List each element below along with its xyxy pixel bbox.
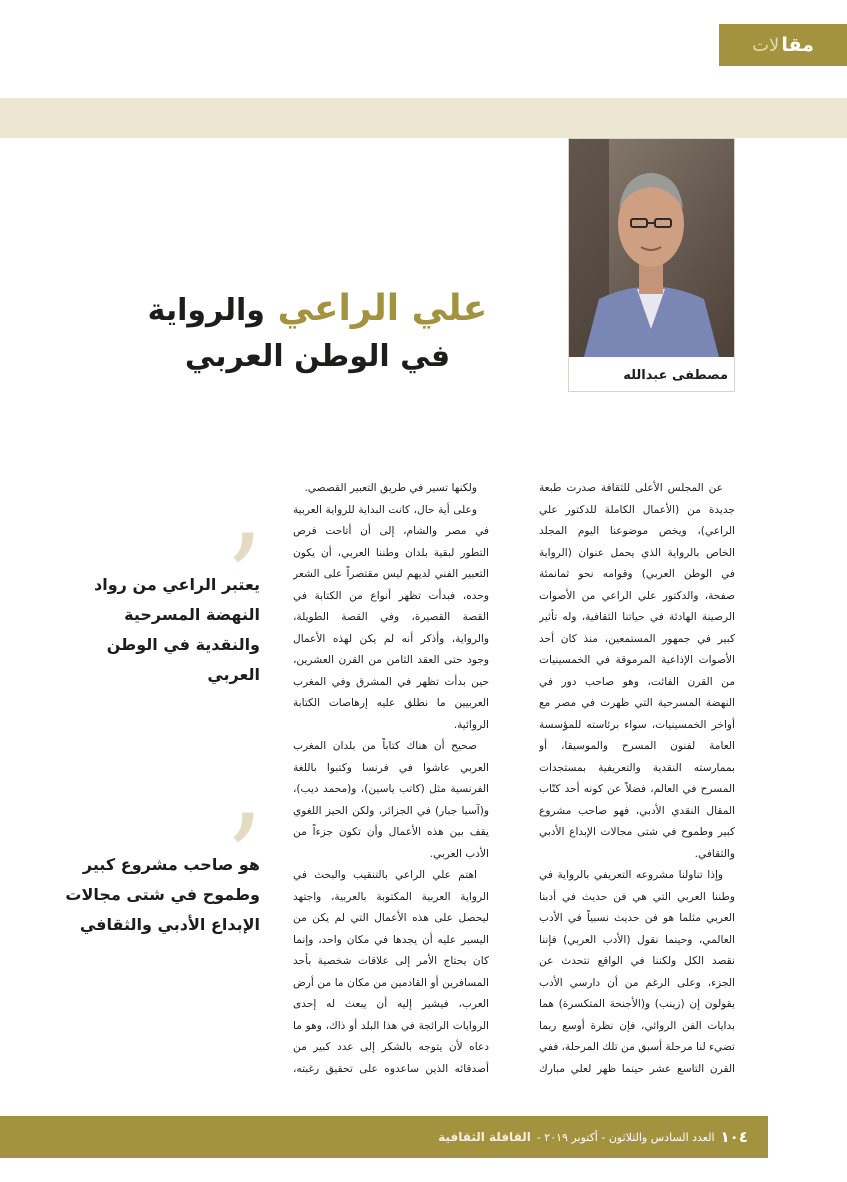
page-footer <box>0 1116 768 1158</box>
author-photo <box>569 139 734 357</box>
paragraph: ولكنها تسير في طريق التعبير القصصي. <box>304 482 477 494</box>
pull-quote-1: يعتبر الراعي من رواد النهضة المسرحية والنقدية في الوطن العربي <box>94 575 260 684</box>
section-label-tail: لات <box>752 34 780 56</box>
author-portrait-image <box>569 139 734 357</box>
page-number: ١٠٤ <box>720 1128 748 1146</box>
section-label-main: مقا <box>781 34 814 56</box>
paragraph: صحيح أن هناك كتاباً من بلدان المغرب العربي عاشوا في فرنسا وكتبوا باللغة الفرنسية مثل (كاتب ياسين)، و(محمد ديب)، و(آسيا جبار) في الجزائر، ولكن الحيز اللغوي يقف بين هذه الأعمال وأن تكون جزءاً من الأدب العربي. <box>293 740 489 860</box>
quote-mark-icon: ’ <box>225 790 264 929</box>
header-band <box>0 98 847 138</box>
title-highlight: علي الراعي <box>277 288 488 329</box>
article-title-line2: في الوطن العربي <box>184 339 451 374</box>
pull-quote-2: هو صاحب مشروع كبير وطموح في شتى مجالات الإبداع الأدبي والثقافي <box>65 855 260 934</box>
paragraph: وعلى أية حال، كانت البداية للرواية العربية في مصر والشام، إلى أن أتاحت فرص التطور لبقية بلدان وطننا العربي، أن يكون التعبير الفني لديهم ليس مقتصراً على الشعر وحده، فبدأت تظهر أنواع من الكتابة في القصة القصيرة، وفي القصة الطويلة، والرواية، وأذكر أنه لم يكن لهذه الأعمال وجود حتى العقد الثامن من القرن العشرين، حين بدأت تظهر في المشرق وفي المغرب العربيين ما نطلق عليه إرهاصات الكتابة الروائية. <box>293 503 489 731</box>
quote-mark-icon: ’ <box>225 510 264 649</box>
article-column-right <box>539 478 735 1078</box>
issue-info: العدد السادس والثلاثون - أكتوبر ٢٠١٩ - <box>536 1130 715 1144</box>
article-title <box>80 285 555 379</box>
author-name-caption: مصطفى عبدالله <box>623 368 728 383</box>
paragraph: اهتم علي الراعي بالتنقيب والبحث في الرواية العربية المكتوبة بالعربية، واجتهد ليحصل على هذه الأعمال التي لم يكن من اليسير عليه أن يجدها في مكان واحد، وإنما كان يحتاج الأمر إلى علاقات شخصية بأحد المسافرين أو القادمين من مكان ما من أرض العرب، فيشير إليه أن يبعث له إحدى الروايات الرائجة في هذا البلد أو ذاك، وهو ما دعاه لأن يتوجه بالشكر إلى عدد كبير من أصدقائه الذين ساعدوه على تحقيق رغبته، <box>293 869 489 1075</box>
article-column-middle <box>293 478 489 1078</box>
author-photo-box <box>568 138 735 392</box>
paragraph: وإذا تناولنا مشروعه التعريفي بالرواية في وطننا العربي التي هي فن حديث في أدبنا العربي مثلما هو فن حديث نسبياً في الأدب العالمي، وحينما نقول (الأدب العربي) فإننا نقصد الكل ولكننا في الواقع نتحدث عن الجزء، وعلى الرغم من أن دارسي الأدب يقولون إن (زينب) و(الأجنحة المتكسرة) هما بدايات الفن الروائي، فإن نظرة أوسع ربما تضيء لنا مرحلة أسبق من تلك المرحلة، ففي القرن التاسع عشر حينما ظهر لعلي مبارك <box>539 869 735 1075</box>
title-rest: والرواية <box>147 293 265 328</box>
section-label <box>719 24 847 66</box>
magazine-brand: القافلة الثقافية <box>438 1130 531 1144</box>
paragraph: عن المجلس الأعلى للثقافة صدرت طبعة جديدة من (الأعمال الكاملة للدكتور علي الراعي)، ويخص موضوعنا اليوم المجلد الخاص بالرواية الذي يحمل عنوان (الرواية في الوطن العربي) وقوامه نحو ثمانمئة صفحة، والدكتور علي الراعي من الأصوات الرصينة الهادئة في حياتنا الثقافية، وله تأثير كبير في جمهور المستمعين، منذ كان أحد الأصوات الإذاعية المرموقة في الخمسينيات من القرن الفائت، وهو صاحب دور في النهضة المسرحية التي ظهرت في مصر مع أواخر الخمسينيات، سواء برئاسته للمؤسسة العامة لفنون المسرح والموسيقا، أو بممارسته النقدية والتعريفية بمستجدات المسرح في العالم، فضلاً عن كونه أحد كتّاب المقال النقدي الأدبي، فهو صاحب مشروع كبير وطموح في شتى مجالات الإبداع الأدبي والثقافي. <box>539 482 735 860</box>
article-title-line1 <box>80 285 555 335</box>
